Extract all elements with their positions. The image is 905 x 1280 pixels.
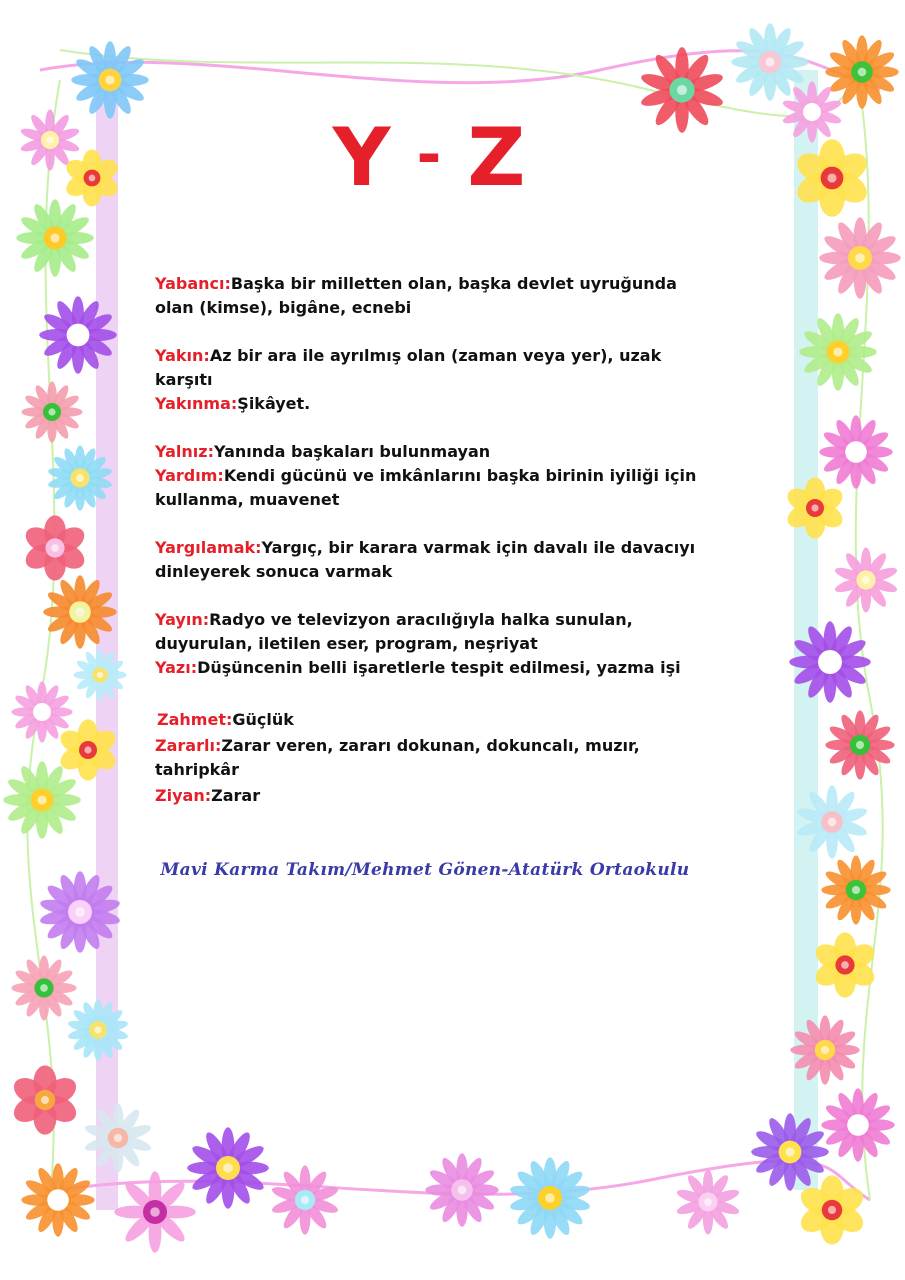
entry-term: Yabancı: bbox=[155, 274, 231, 293]
glossary-entry bbox=[155, 734, 715, 782]
glossary-entry bbox=[155, 536, 715, 584]
entry-definition: Az bir ara ile ayrılmış olan (zaman veya yer), uzak karşıtı bbox=[155, 346, 662, 389]
glossary-entry bbox=[155, 344, 715, 392]
entry-term: Zahmet: bbox=[157, 710, 233, 729]
flower-icon bbox=[783, 477, 846, 538]
flower-icon bbox=[21, 381, 82, 442]
author-credit: Mavi Karma Takım/Mehmet Gönen-Atatürk Ortaokulu bbox=[160, 860, 690, 880]
glossary-entry bbox=[155, 656, 715, 680]
entry-term: Zararlı: bbox=[155, 736, 222, 755]
flower-icon bbox=[73, 648, 126, 701]
title-letter-z: Z bbox=[467, 111, 528, 204]
entry-definition: Yanında başkaları bulunmayan bbox=[213, 442, 491, 461]
glossary-entry bbox=[155, 784, 715, 808]
entry-definition: Radyo ve televizyon aracılığıyla halka sunulan, duyurulan, iletilen eser, program, neşriyat bbox=[155, 610, 633, 653]
entry-definition: Güçlük bbox=[232, 710, 294, 729]
entry-term: Yakın: bbox=[155, 346, 210, 365]
flower-icon bbox=[825, 35, 898, 108]
entry-term: Yalnız: bbox=[155, 442, 214, 461]
entry-term: Yakınma: bbox=[155, 394, 238, 413]
page-title bbox=[0, 111, 860, 204]
flower-icon bbox=[21, 1163, 94, 1236]
flower-icon bbox=[675, 1169, 740, 1234]
flower-icon bbox=[16, 199, 94, 277]
glossary-entry bbox=[155, 392, 715, 416]
entry-term: Yazı: bbox=[155, 658, 198, 677]
flower-icon bbox=[825, 710, 894, 779]
glossary-entries bbox=[155, 272, 715, 808]
title-dash: - bbox=[416, 120, 444, 190]
entry-definition: Zarar bbox=[211, 786, 261, 805]
flower-icon bbox=[821, 855, 890, 924]
title-letter-y: Y bbox=[332, 111, 393, 204]
glossary-entry bbox=[155, 440, 715, 464]
flower-icon bbox=[833, 547, 898, 612]
entry-term: Yayın: bbox=[155, 610, 210, 629]
glossary-entry bbox=[155, 608, 715, 656]
entry-term: Ziyan: bbox=[155, 786, 212, 805]
entry-definition: Yargıç, bir karara varmak için davalı ile davacıyı dinleyerek sonuca varmak bbox=[155, 538, 696, 581]
flower-icon bbox=[819, 217, 901, 299]
flower-icon bbox=[270, 1165, 339, 1234]
entry-definition: Şikâyet. bbox=[237, 394, 311, 413]
flower-icon bbox=[821, 1088, 894, 1161]
flower-icon bbox=[67, 999, 129, 1060]
entry-definition: Kendi gücünü ve imkânlarını başka birinin iyiliği için kullanma, muavenet bbox=[155, 466, 697, 509]
entry-definition: Zarar veren, zararı dokunan, dokuncalı, muzır, tahripkâr bbox=[155, 736, 640, 779]
flower-icon bbox=[819, 415, 892, 488]
flower-icon bbox=[187, 1127, 269, 1209]
flower-icon bbox=[114, 1171, 196, 1253]
entry-definition: Düşüncenin belli işaretlerle tespit edilmesi, yazma işi bbox=[197, 658, 681, 677]
flower-icon bbox=[21, 515, 88, 580]
flower-icon bbox=[83, 1103, 152, 1172]
flower-icon bbox=[9, 1065, 81, 1134]
entry-definition: Başka bir milletten olan, başka devlet uyruğunda olan (kimse), bigâne, ecnebi bbox=[155, 274, 677, 317]
flower-icon bbox=[11, 955, 76, 1020]
glossary-entry bbox=[155, 708, 715, 732]
flower-icon bbox=[509, 1157, 591, 1239]
flower-icon bbox=[425, 1153, 498, 1226]
glossary-entry bbox=[155, 272, 715, 320]
flower-icon bbox=[3, 761, 81, 839]
entry-term: Yargılamak: bbox=[155, 538, 262, 557]
entry-term: Yardım: bbox=[155, 466, 224, 485]
glossary-entry bbox=[155, 464, 715, 512]
